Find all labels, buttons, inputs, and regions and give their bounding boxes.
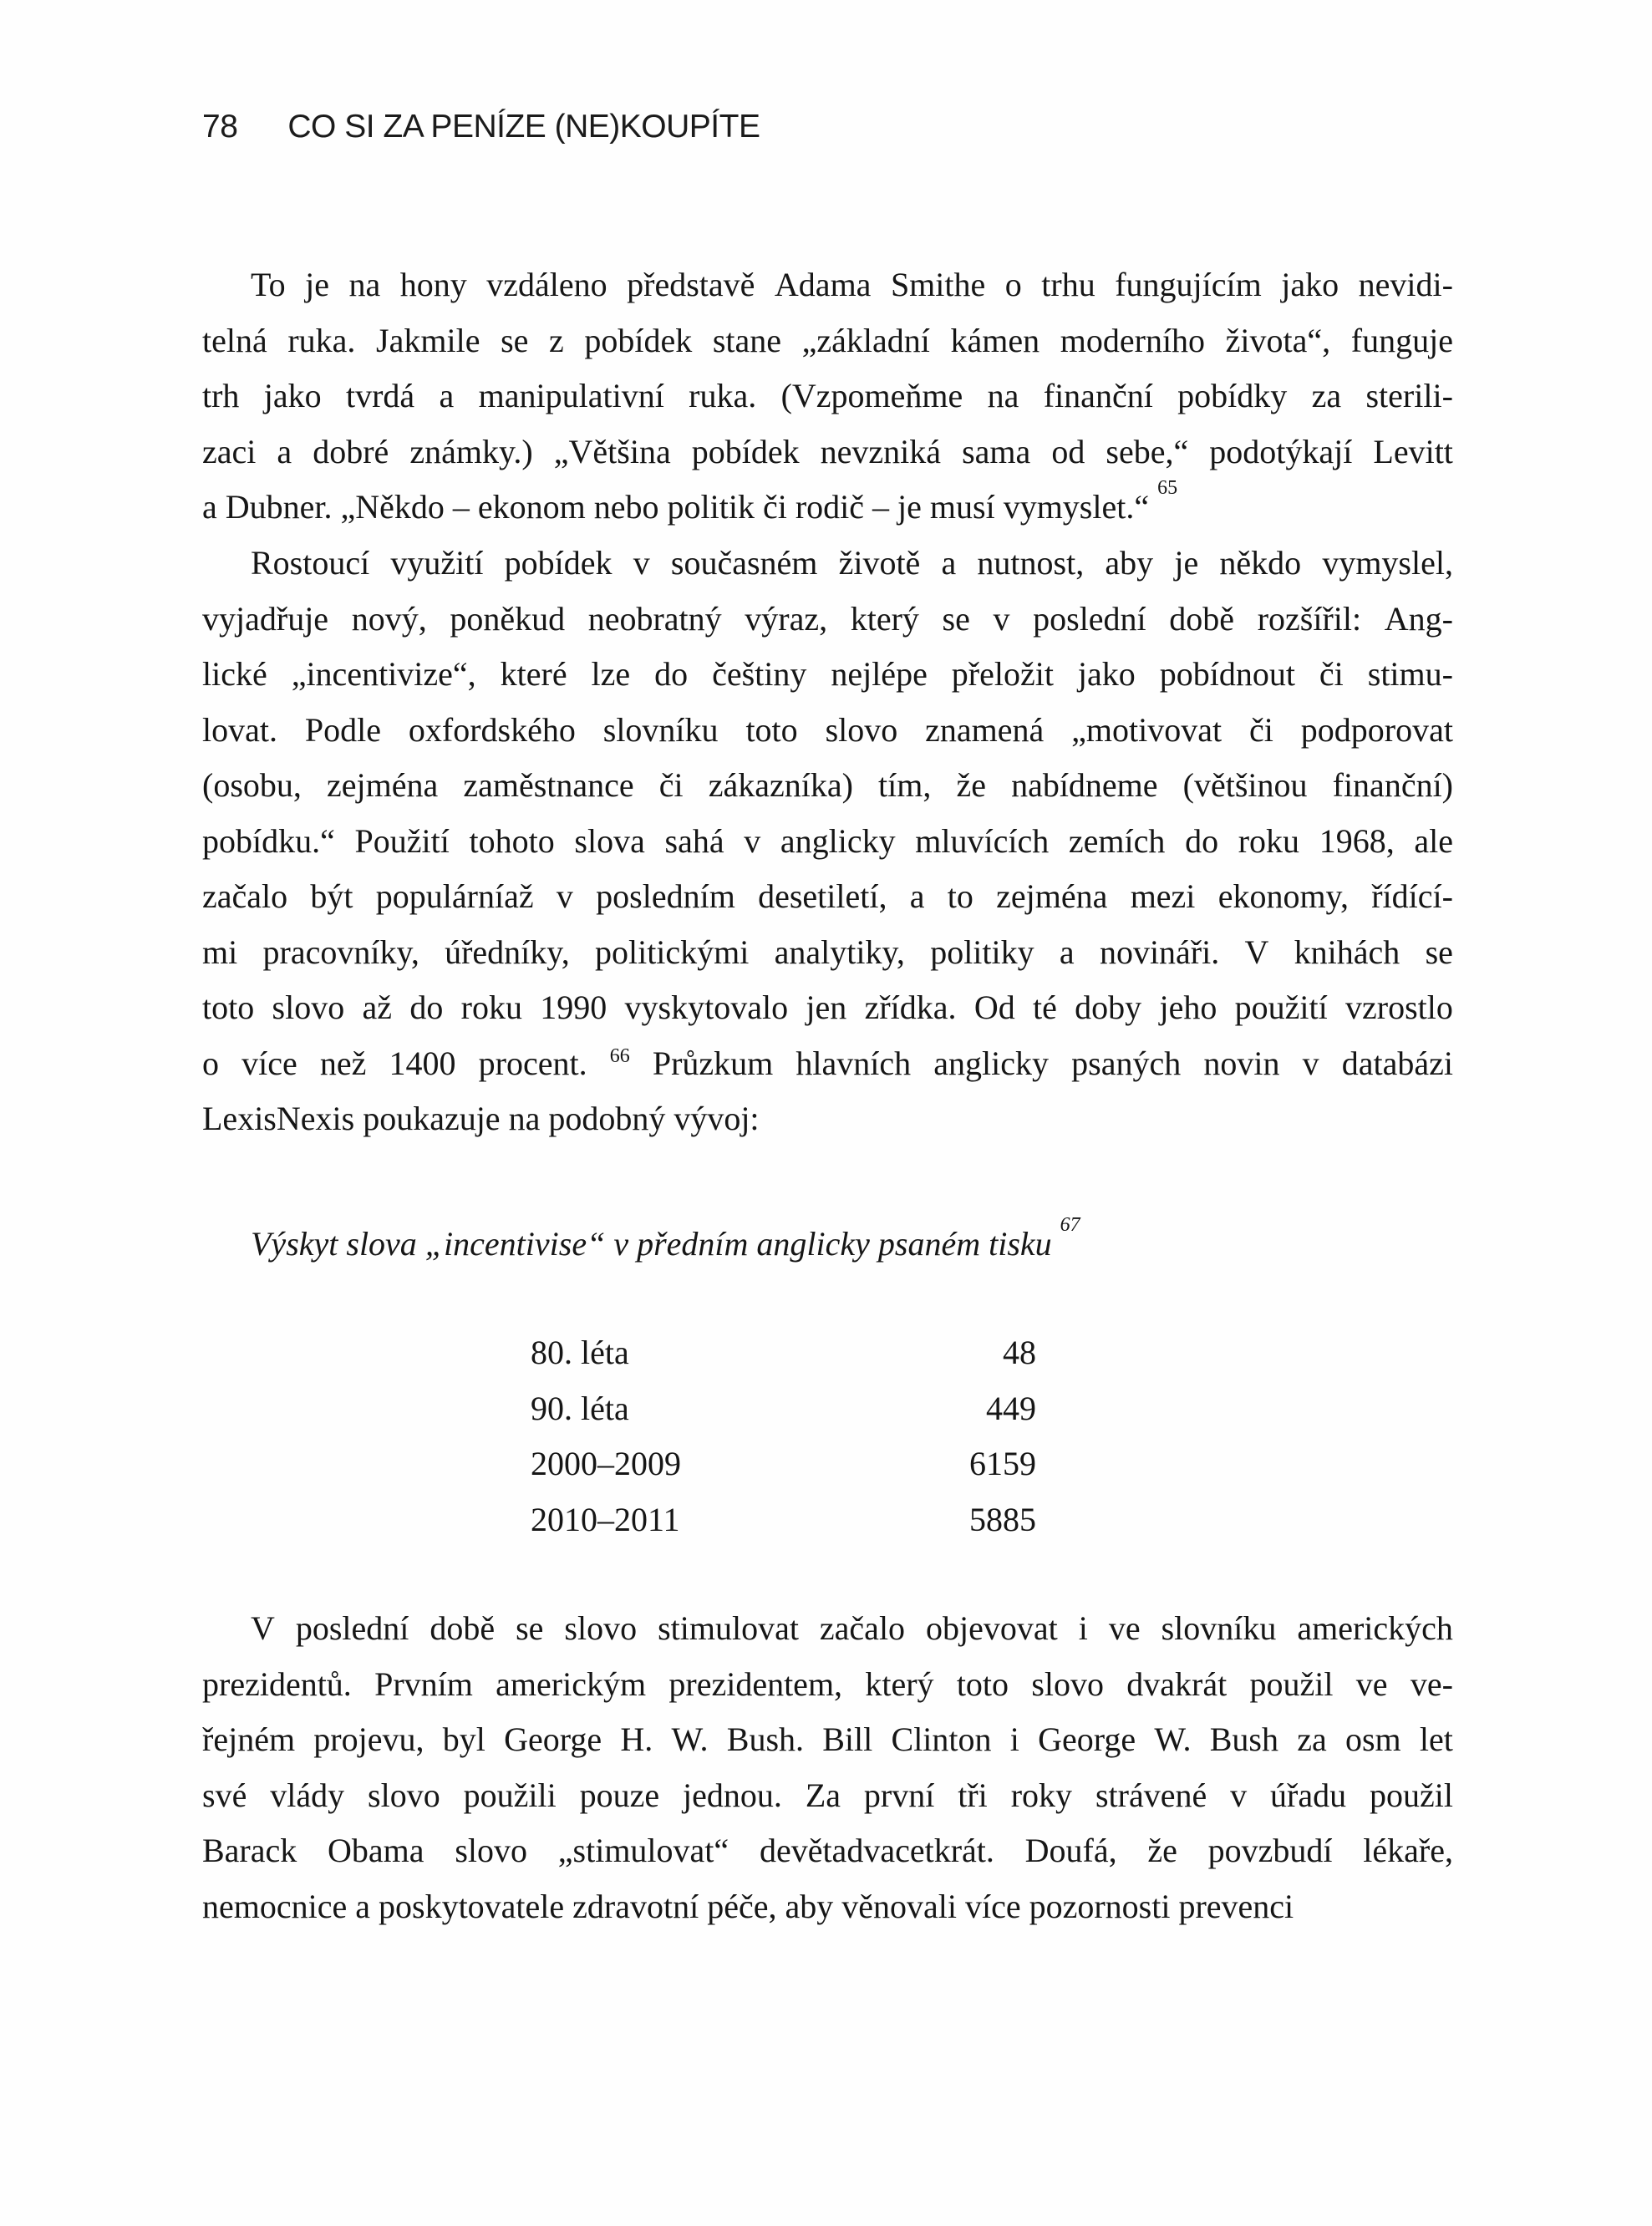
table-row bbox=[531, 1492, 1036, 1548]
page-number: 78 bbox=[202, 109, 238, 145]
table-row bbox=[531, 1436, 1036, 1492]
table-row bbox=[531, 1381, 1036, 1437]
text-line-with-footnote: o více než 1400 procent. $^{66}$ Průzkum hlavních anglicky psaných novin v databázi bbox=[202, 1044, 1453, 1082]
page-body bbox=[202, 0, 1453, 2226]
count-cell: 5885 bbox=[969, 1500, 1036, 1538]
text-line: V poslední době se slovo stimulovat začalo objevovat i ve slovníku amerických bbox=[251, 1609, 1453, 1647]
table-caption-row bbox=[202, 1213, 1453, 1273]
text-line: (osobu, zejména zaměstnance či zákazníka) tím, že nabídneme (většinou finanční) bbox=[202, 766, 1453, 804]
text-line: telná ruka. Jakmile se z pobídek stane „základní kámen moderního života“, funguje bbox=[202, 321, 1453, 359]
text-line: Barack Obama slovo „stimulovat“ devětadvacetkrát. Doufá, že povzbudí lékaře, bbox=[202, 1832, 1453, 1869]
paragraph-3 bbox=[202, 1601, 1453, 1934]
period-cell: 2000–2009 bbox=[531, 1445, 681, 1482]
period-cell: 90. léta bbox=[531, 1389, 629, 1427]
period-cell: 80. léta bbox=[531, 1334, 629, 1371]
count-cell: 48 bbox=[1003, 1334, 1036, 1371]
count-cell: 449 bbox=[986, 1389, 1036, 1427]
footnote-marker: 67 bbox=[1060, 1213, 1080, 1236]
text-line: pobídku.“ Použití tohoto slova sahá v anglicky mluvících zemích do roku 1968, ale bbox=[202, 821, 1453, 860]
stats-table bbox=[202, 1325, 1453, 1548]
text-line: začalo být populárníaž v posledním desetiletí, a to zejména mezi ekonomy, řídící- bbox=[202, 877, 1453, 915]
text-line: toto slovo až do roku 1990 vyskytovalo jen zřídka. Od té doby jeho použití vzrostlo bbox=[202, 988, 1453, 1026]
paragraph-1 bbox=[202, 257, 1453, 536]
text-line bbox=[202, 476, 1453, 536]
table-caption bbox=[202, 1213, 1453, 1273]
caption-text: Výskyt slova „incentivise“ v předním anglicky psaném tisku bbox=[251, 1225, 1052, 1263]
text-line: lovat. Podle oxfordského slovníku toto slovo znamená „motivovat či podporovat bbox=[202, 710, 1453, 749]
text-line: To je na hony vzdáleno představě Adama Smithe o trhu fungujícím jako nevidi- bbox=[251, 266, 1453, 303]
paragraph-2 bbox=[202, 536, 1453, 1147]
running-title: CO SI ZA PENÍZE (NE)KOUPÍTE bbox=[287, 109, 760, 145]
footnote-marker: 65 bbox=[1157, 476, 1178, 499]
text-segment: a Dubner. „Někdo – ekonom nebo politik či rodič – je musí vymyslet.“ bbox=[202, 488, 1150, 526]
text-line: mi pracovníky, úředníky, politickými analytiky, politiky a novináři. V knihách se bbox=[202, 933, 1453, 971]
text-line: nemocnice a poskytovatele zdravotní péče, aby věnovali více pozornosti prevenci bbox=[202, 1887, 1294, 1925]
text-line: LexisNexis poukazuje na podobný vývoj: bbox=[202, 1100, 760, 1137]
text-line: trh jako tvrdá a manipulativní ruka. (Vzpomeňme na finanční pobídky za sterili- bbox=[202, 377, 1453, 414]
text-line: vyjadřuje nový, poněkud neobratný výraz, který se v poslední době rozšířil: Ang- bbox=[202, 599, 1453, 638]
text-line: své vlády slovo použili pouze jednou. Za první tři roky strávené v úřadu použil bbox=[202, 1776, 1453, 1814]
text-line: prezidentů. Prvním americkým prezidentem, který toto slovo dvakrát použil ve ve- bbox=[202, 1664, 1453, 1703]
table-row bbox=[531, 1325, 1036, 1381]
period-cell: 2010–2011 bbox=[531, 1500, 680, 1538]
text-line: lické „incentivize“, které lze do češtiny nejlépe přeložit jako pobídnout či stimu- bbox=[202, 655, 1453, 693]
text-line: zaci a dobré známky.) „Většina pobídek nevzniká sama od sebe,“ podotýkají Levitt bbox=[202, 432, 1453, 470]
text-line: Rostoucí využití pobídek v současném životě a nutnost, aby je někdo vymyslel, bbox=[251, 544, 1453, 582]
count-cell: 6159 bbox=[969, 1445, 1036, 1482]
text-line: řejném projevu, byl George H. W. Bush. Bill Clinton i George W. Bush za osm let bbox=[202, 1720, 1453, 1758]
